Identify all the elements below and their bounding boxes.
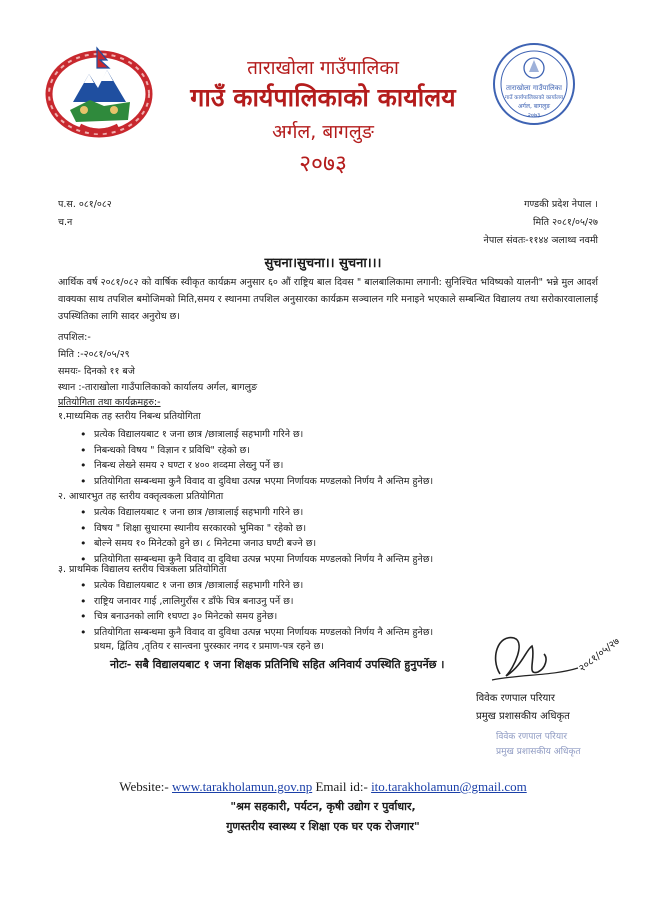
event-date: मिति :-२०८१/०५/२९ [58,349,130,360]
list-item: • राष्ट्रिय जनावर गाई ,लालिगुराँस र डाँफे चित्र बनाउनु पर्ने छ। [78,594,433,610]
email-label: Email id:- [315,779,368,794]
list-item: • विषय " शिक्षा सुधारमा स्थानीय सरकारको भुमिका " रहेको छ। [78,521,433,537]
stamp-line-3: अर्गल, बागलुङ [517,103,551,110]
section-item-list [78,427,433,489]
stamp-line-4: २०७३ [527,112,541,119]
name-stamp [496,730,581,760]
notice-title: सुचना।सुचना।। सुचना।।। [264,256,382,271]
signature-date: २०८१/०५/२७ [577,635,622,675]
list-item: • प्रतियोगिता सम्बन्धमा कुनै विवाद वा दुविधा उत्पन्न भएमा निर्णायक मण्डलको निर्णय नै अन्तिम हुनेछ। [78,552,433,568]
details-heading: तपशिल:- [58,332,91,343]
handwritten-signature [482,628,632,690]
event-time: समयः- दिनको ११ बजे [58,366,135,377]
list-item: • निबन्ध लेख्ने समय २ घण्टा र ४०० शव्दमा लेख्नु पर्ने छ। [78,458,433,474]
signatory-name: विवेक रणपाल परियार [476,693,555,704]
mandatory-note: नोटः- सबै विद्यालयबाट १ जना शिक्षक प्रतिनिधि सहित अनिवार्य उपस्थिति हुनुपर्नेछ । [110,658,445,671]
list-item: • प्रत्येक विद्यालयबाट १ जना छात्र /छात्रालाई सहभागी गरिने छ। [78,427,433,443]
list-item: • प्रत्येक विद्यालयबाट १ जना छात्र /छात्रालाई सहभागी गरिने छ। [78,578,433,594]
stamp-line-1: ताराखोला गाउँपालिका [506,84,562,92]
prize-line: प्रथम, द्वितिय ,तृतिय र सान्त्वना पुरस्कार नगद र प्रमाण-पत्र रहने छ। [94,641,324,652]
name-stamp-designation: प्रमुख प्रशासकीय अधिकृत [496,747,581,757]
nepal-samvat-date: नेपाल संवतः-११४४ ञलाथ्व नवमी [483,235,598,246]
section-title: १.माध्यमिक तह स्तरीय निबन्ध प्रतियोगिता [58,411,201,422]
website-label: Website:- [119,779,169,794]
program-heading: प्रतियोगिता तथा कार्यक्रमहरु:- [58,397,161,408]
section-item-list [78,505,433,567]
section-title: ३. प्राथमिक विद्यालय स्तरीय चित्रकला प्रतियोगिता [58,564,227,575]
office-name: गाउँ कार्यपालिकाको कार्यालय [190,83,456,112]
stamp-line-2: गाउँ कार्यपालिकाको कार्यालय [504,95,564,101]
email-link[interactable]: ito.tarakholamun@gmail.com [371,779,527,794]
signatory-block [476,690,570,726]
contact-line [0,779,646,795]
slogan-line-1: "श्रम सहकारी, पर्यटन, कृषी उद्योग र पुर्वाधार, [230,800,416,813]
letter-date: मिति २०८१/०५/२७ [533,217,598,228]
list-item: • चित्र बनाउनको लागि १घण्टा ३० मिनेटको समय हुनेछ। [78,609,433,625]
section-item-list [78,578,433,640]
dispatch-number: च.न [58,217,73,228]
reference-number: प.स. ०८१/०८२ [58,199,112,210]
office-address: अर्गल, बागलुङ [272,121,374,143]
province-label: गण्डकी प्रदेश नेपाल । [524,199,598,210]
body-paragraph: आर्थिक वर्ष २०८१/०८२ को वार्षिक स्वीकृत कार्यक्रम अनुसार ६० औं राष्ट्रिय बाल दिवस " बालबालिकामा लगानी: सुनिश्चित भविष्यको यालनी" भन्ने मुल आदर्श वाक्यका साथ तपशिल बमोजिमको मिति,समय र स्थानमा तपशिल अनुसारका कार्यक्रम सञ्चालन गरि मनाइने भएकाले सम्बन्धित विद्यालय तथा सरोकारवालालाई उपस्थितिका लागि सादर अनुरोध छ। [58,277,598,322]
municipality-name: ताराखोला गाउँपालिका [247,57,399,79]
slogan-line-2: गुणस्तरीय स्वास्थ्य र शिक्षा एक घर एक रोजगार" [226,820,420,833]
website-link[interactable]: www.tarakholamun.gov.np [172,779,313,794]
established-year: २०७३ [299,151,347,177]
list-item: • प्रत्येक विद्यालयबाट १ जना छात्र /छात्रालाई सहभागी गरिने छ। [78,505,433,521]
section-title: २. आधारभुत तह स्तरीय वक्तृत्वकला प्रतियोगिता [58,491,224,502]
name-stamp-name: विवेक रणपाल परियार [496,732,568,742]
list-item: • निबन्धको विषय " विज्ञान र प्रविधि" रहेको छ। [78,443,433,459]
list-item: • बोल्ने समय १० मिनेटको हुने छ। ८ मिनेटमा जनाउ घण्टी बज्ने छ। [78,536,433,552]
event-venue: स्थान :-ताराखोला गाउँपालिकाको कार्यालय अर्गल, बागलुङ [58,382,258,393]
list-item: • प्रतियोगिता सम्बन्धमा कुनै विवाद वा दुविधा उत्पन्न भएमा निर्णायक मण्डलको निर्णय नै अन्तिम हुनेछ। [78,474,433,490]
list-item: • प्रतियोगिता सम्बन्धमा कुनै विवाद वा दुविधा उत्पन्न भएमा निर्णायक मण्डलको निर्णय नै अन्तिम हुनेछ। [78,625,433,641]
signatory-designation: प्रमुख प्रशासकीय अधिकृत [476,711,570,722]
